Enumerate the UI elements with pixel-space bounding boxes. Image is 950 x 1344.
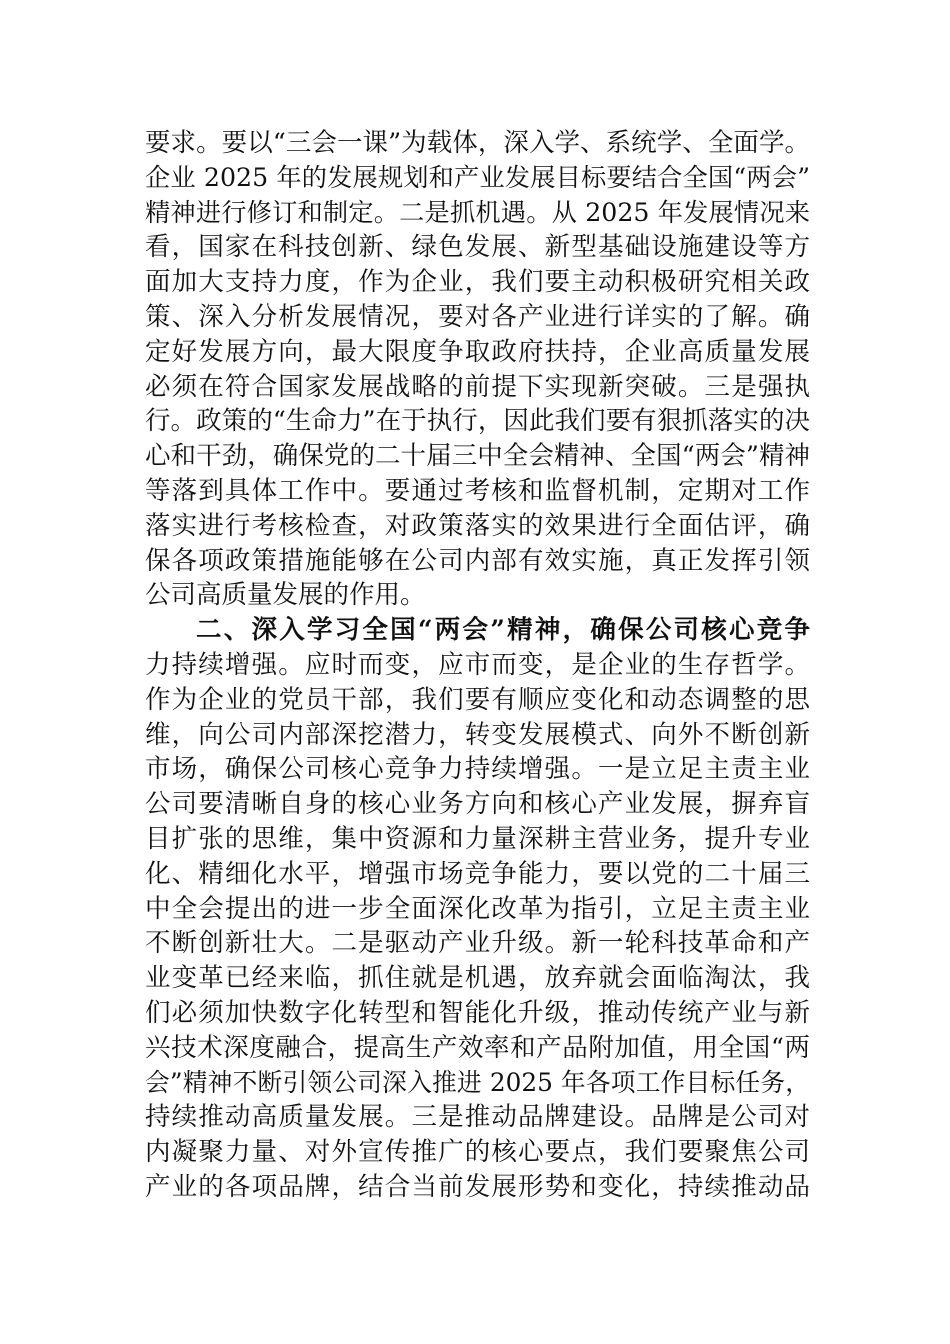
paragraph2-line: 内凝聚力量、对外宣传推广的核心要点，我们要聚焦公司 xyxy=(145,1137,810,1168)
paragraph1-line: 保各项政策措施能够在公司内部有效实施，真正发挥引领 xyxy=(145,545,810,576)
paragraph2-line: 市场，确保公司核心竞争力持续增强。一是立足主责主业 xyxy=(145,754,810,785)
document-body xyxy=(145,126,810,1205)
paragraph2-line: 们必须加快数字化转型和智能化升级，推动传统产业与新 xyxy=(145,997,810,1028)
paragraph2-line: 作为企业的党员干部，我们要有顺应变化和动态调整的思 xyxy=(145,684,810,715)
paragraph1-line: 企业 2025 年的发展规划和产业发展目标要结合全国“两会” xyxy=(145,162,810,192)
paragraph2-line: 公司要清晰自身的核心业务方向和核心产业发展，摒弃盲 xyxy=(145,789,810,820)
paragraph1-line: 必须在符合国家发展战略的前提下实现新突破。三是强执 xyxy=(145,371,810,402)
paragraph2-line: 力持续增强。应时而变，应市而变，是企业的生存哲学。 xyxy=(145,649,810,680)
paragraph1-line: 精神进行修订和制定。二是抓机遇。从 2025 年发展情况来 xyxy=(145,197,810,227)
paragraph1-line: 策、深入分析发展情况，要对各产业进行详实的了解。确 xyxy=(145,301,810,332)
paragraph1-line: 心和干劲，确保党的二十届三中全会精神、全国“两会”精神 xyxy=(145,441,810,472)
paragraph2-line: 不断创新壮大。二是驱动产业升级。新一轮科技革命和产 xyxy=(145,928,810,959)
paragraph1-line: 面加大支持力度，作为企业，我们要主动积极研究相关政 xyxy=(145,267,810,298)
section-heading: 二、深入学习全国“两会”精神，确保公司核心竞争 xyxy=(196,615,810,646)
paragraph2-line: 兴技术深度融合，提高生产效率和产品附加值，用全国“两 xyxy=(145,1032,810,1063)
paragraph1-line: 看，国家在科技创新、绿色发展、新型基础设施建设等方 xyxy=(145,232,810,263)
paragraph2-line: 目扩张的思维，集中资源和力量深耕主营业务，提升专业 xyxy=(145,823,810,854)
paragraph1-line: 定好发展方向，最大限度争取政府扶持，企业高质量发展 xyxy=(145,336,810,367)
paragraph2-line: 化、精细化水平，增强市场竞争能力，要以党的二十届三 xyxy=(145,858,810,889)
paragraph2-line: 产业的各项品牌，结合当前发展形势和变化，持续推动品 xyxy=(145,1171,810,1202)
paragraph2-line: 持续推动高质量发展。三是推动品牌建设。品牌是公司对 xyxy=(145,1102,810,1133)
paragraph1-line: 要求。要以“三会一课”为载体，深入学、系统学、全面学。 xyxy=(145,128,810,158)
paragraph1-line: 落实进行考核检查，对政策落实的效果进行全面估评，确 xyxy=(145,510,810,541)
paragraph2-line: 会”精神不断引领公司深入推进 2025 年各项工作目标任务， xyxy=(145,1067,810,1097)
paragraph2-line: 业变革已经来临，抓住就是机遇，放弃就会面临淘汰，我 xyxy=(145,963,810,994)
paragraph1-line: 行。政策的“生命力”在于执行，因此我们要有狠抓落实的决 xyxy=(145,406,810,437)
paragraph2-line: 中全会提出的进一步全面深化改革为指引，立足主责主业 xyxy=(145,893,810,924)
paragraph1-line: 等落到具体工作中。要通过考核和监督机制，定期对工作 xyxy=(145,475,810,506)
paragraph2-line: 维，向公司内部深挖潜力，转变发展模式、向外不断创新 xyxy=(145,719,810,750)
paragraph1-line: 公司高质量发展的作用。 xyxy=(145,580,426,611)
